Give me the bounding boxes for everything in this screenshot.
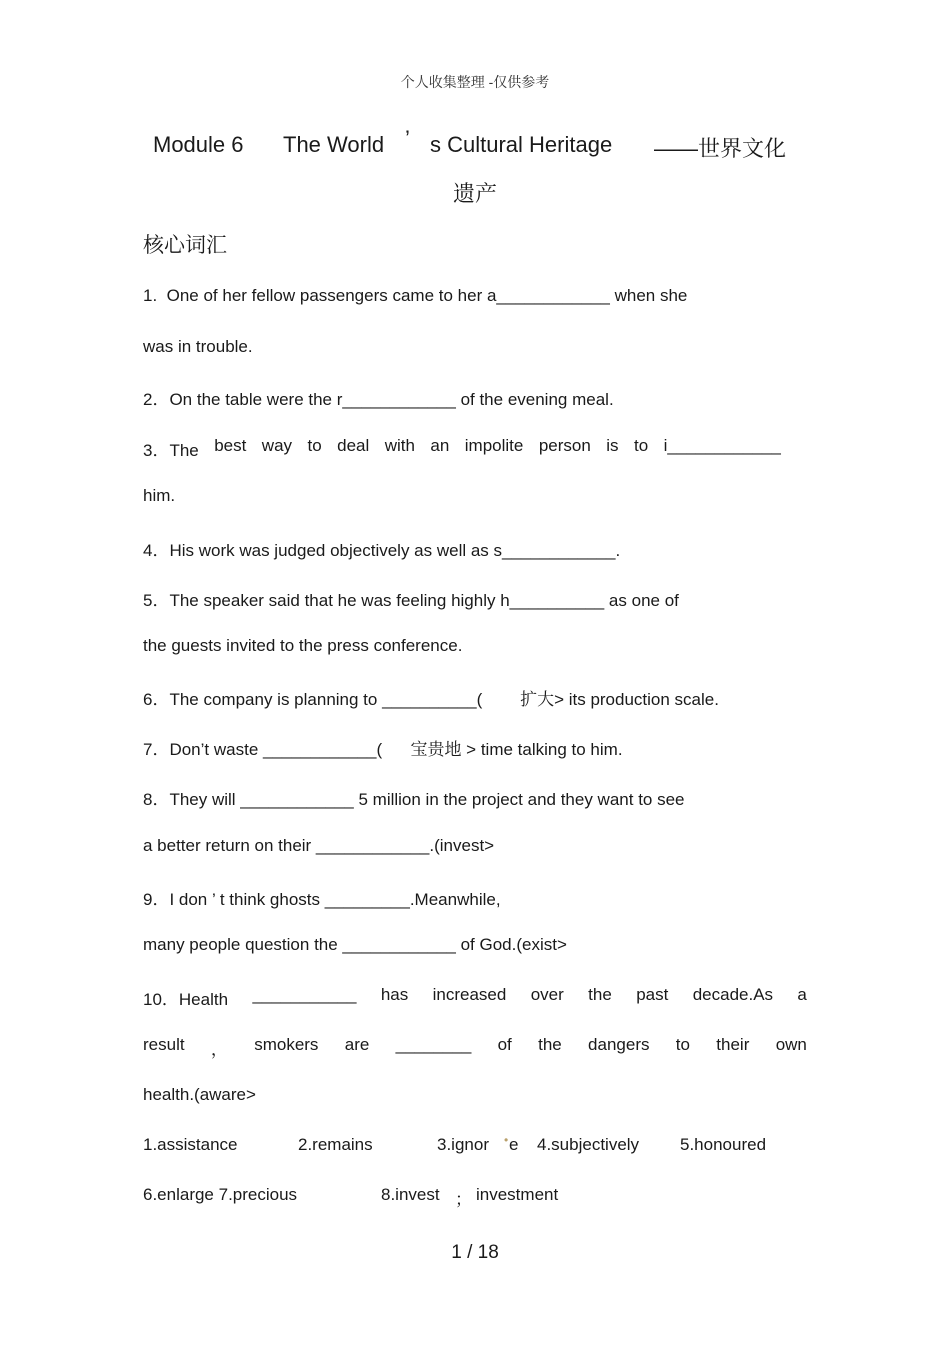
question-6: 6．The company is planning to __________( 扩大> its production scale. xyxy=(143,690,719,709)
answer-5: 5.honoured xyxy=(680,1135,767,1154)
title-cultural-heritage: s Cultural Heritage xyxy=(430,132,613,157)
question-9-line1: 9．I don ’ t think ghosts _________.Meanwhile, xyxy=(143,890,501,909)
q10-word: to xyxy=(675,1035,690,1054)
question-5-line2: the guests invited to the press conference. xyxy=(143,636,463,655)
q10-word: over xyxy=(530,985,564,1004)
q10-word: ________ xyxy=(395,1035,472,1054)
answer-3: 3.ignor xyxy=(437,1135,489,1154)
q10-word: the xyxy=(588,985,612,1004)
title-the-world: The World xyxy=(283,132,385,157)
question-4: 4．His work was judged objectively as well as s____________. xyxy=(143,541,621,560)
q10-word: of xyxy=(497,1035,512,1054)
section-title: 核心词汇 xyxy=(143,234,227,257)
question-5-line1: 5．The speaker said that he was feeling highly h__________ as one of xyxy=(143,591,679,610)
q3-word: i____________ xyxy=(663,436,781,455)
page-number: 1 / 18 xyxy=(451,1242,499,1263)
q10-word: their xyxy=(716,1035,750,1054)
answer-8-separator: ； xyxy=(455,1190,472,1209)
answer-4: 4.subjectively xyxy=(537,1135,640,1154)
q10-word: smokers xyxy=(254,1035,319,1054)
question-7: 7．Don’t waste ____________( 宝贵地 > time talking to him. xyxy=(143,740,623,759)
q3-word: with xyxy=(384,436,415,455)
q10-word: increased xyxy=(432,985,507,1004)
answer-3-end: e xyxy=(509,1135,519,1154)
q3-word: an xyxy=(430,436,450,455)
answer-8: 8.invest xyxy=(381,1185,440,1204)
q10-word: own xyxy=(775,1035,807,1054)
title-line2: 遗产 xyxy=(452,181,497,206)
q10-word: the xyxy=(538,1035,562,1054)
q10-word: ， xyxy=(210,1040,228,1059)
q3-word: is xyxy=(606,436,619,455)
question-1-line1: 1. One of her fellow passengers came to her a____________ when she xyxy=(143,286,688,305)
q3-word: best xyxy=(214,436,247,455)
answer-3-mark: • xyxy=(504,1133,509,1147)
page-header: 个人收集整理 -仅供参考 xyxy=(400,74,550,90)
q3-word: way xyxy=(261,436,293,455)
q3-word: deal xyxy=(337,436,370,455)
q10-word: a xyxy=(797,985,807,1004)
q3-word: person xyxy=(538,436,591,455)
q10-word: dangers xyxy=(588,1035,650,1054)
q10-word: has xyxy=(380,985,409,1004)
question-1-line2: was in trouble. xyxy=(143,337,253,356)
question-3-line1 xyxy=(143,436,781,461)
q3-word: impolite xyxy=(464,436,524,455)
q3-word: to xyxy=(634,436,649,455)
question-10-line2 xyxy=(143,1035,807,1060)
q3-word: 3．The xyxy=(143,441,199,460)
q10-word: result xyxy=(143,1035,185,1054)
question-10-line3: health.(aware> xyxy=(143,1085,256,1104)
question-10-line1 xyxy=(143,985,807,1010)
answer-1: 1.assistance xyxy=(143,1135,238,1154)
question-3-line2: him. xyxy=(143,486,176,505)
question-9-line2: many people question the ____________ of God.(exist> xyxy=(143,935,567,954)
question-2: 2．On the table were the r____________ of the evening meal. xyxy=(143,390,614,409)
title-module: Module 6 xyxy=(153,132,244,157)
title-apostrophe: ’ xyxy=(405,126,410,151)
title-chinese: ——世界文化 xyxy=(654,136,787,161)
answer-2: 2.remains xyxy=(298,1135,373,1154)
question-8-line1: 8．They will ____________ 5 million in the project and they want to see xyxy=(143,790,685,809)
answer-8-end: investment xyxy=(476,1185,559,1204)
q10-word: are xyxy=(344,1035,370,1054)
q10-word: past xyxy=(636,985,669,1004)
q10-word: 10．Health xyxy=(143,990,229,1009)
question-8-line2: a better return on their ____________.(invest> xyxy=(143,836,495,855)
q3-word: to xyxy=(307,436,322,455)
answer-6-7: 6.enlarge 7.precious xyxy=(143,1185,298,1204)
q10-word: decade.As xyxy=(692,985,774,1004)
q10-word: ___________ xyxy=(252,985,357,1004)
